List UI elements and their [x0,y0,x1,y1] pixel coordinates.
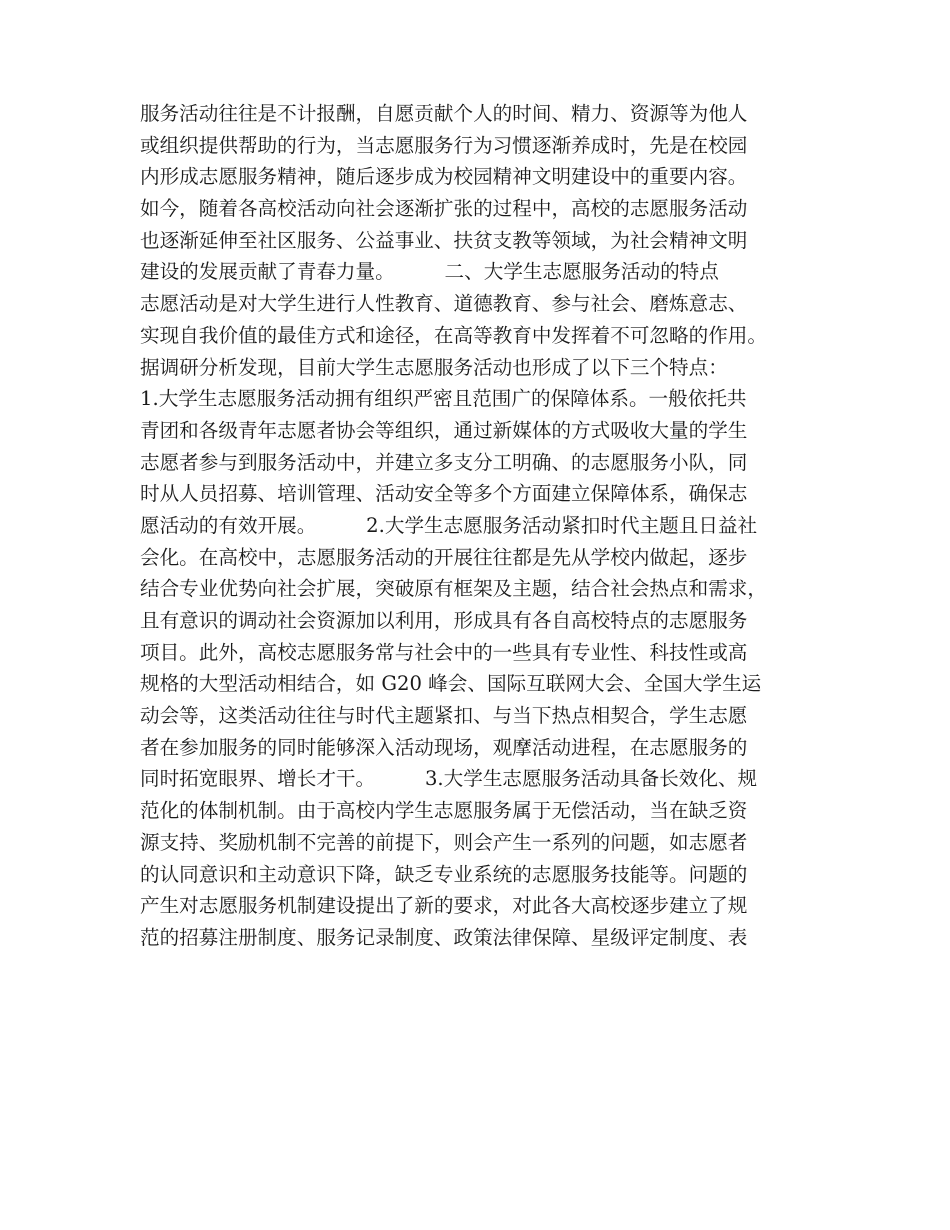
text-line: 据调研分析发现，目前大学生志愿服务活动也形成了以下三个特点： [140,355,728,379]
text-line: 者在参加服务的同时能够深入活动现场，观摩活动进程，在志愿服务的 [140,735,748,759]
text-line: 愿活动的有效开展。 2.大学生志愿服务活动紧扣时代主题且日益社 [140,513,758,537]
text-line: 产生对志愿服务机制建设提出了新的要求，对此各大高校逐步建立了规 [140,894,748,918]
text-line: 青团和各级青年志愿者协会等组织，通过新媒体的方式吸收大量的学生 [140,418,748,442]
text-line: 范化的体制机制。由于高校内学生志愿服务属于无偿活动，当在缺乏资 [140,799,748,823]
text-line: 源支持、奖励机制不完善的前提下，则会产生一系列的问题，如志愿者 [140,830,748,854]
text-line: 动会等，这类活动往往与时代主题紧扣、与当下热点相契合，学生志愿 [140,704,748,728]
text-line: 实现自我价值的最佳方式和途径，在高等教育中发挥着不可忽略的作用。 [140,323,767,347]
body-text [140,98,840,954]
text-line: 结合专业优势向社会扩展，突破原有框架及主题，结合社会热点和需求， [140,577,767,601]
text-line: 内形成志愿服务精神，随后逐步成为校园精神文明建设中的重要内容。 [140,165,748,189]
text-line: 且有意识的调动社会资源加以利用，形成具有各自高校特点的志愿服务 [140,609,748,632]
text-line: 也逐渐延伸至社区服务、公益事业、扶贫支教等领域，为社会精神文明 [140,228,748,252]
text-line: 志愿者参与到服务活动中，并建立多支分工明确、的志愿服务小队，同 [140,450,748,474]
text-line: 建设的发展贡献了青春力量。 二、大学生志愿服务活动的特点 [140,260,719,284]
text-line: 时从人员招募、培训管理、活动安全等多个方面建立保障体系，确保志 [140,482,748,506]
text-line: 的认同意识和主动意识下降，缺乏专业系统的志愿服务技能等。问题的 [140,862,748,886]
text-line: 如今，随着各高校活动向社会逐渐扩张的过程中，高校的志愿服务活动 [140,197,748,221]
text-line: 范的招募注册制度、服务记录制度、政策法律保障、星级评定制度、表 [140,925,748,949]
text-line: 或组织提供帮助的行为，当志愿服务行为习惯逐渐养成时，先是在校园 [140,133,748,157]
text-line: 会化。在高校中，志愿服务活动的开展往往都是先从学校内做起，逐步 [140,545,748,569]
text-line: 服务活动往往是不计报酬，自愿贡献个人的时间、精力、资源等为他人 [140,102,748,125]
text-line: 规格的大型活动相结合，如 G20 峰会、国际互联网大会、全国大学生运 [140,672,762,696]
text-line: 志愿活动是对大学生进行人性教育、道德教育、参与社会、磨炼意志、 [140,292,748,316]
text-line: 同时拓宽眼界、增长才干。 3.大学生志愿服务活动具备长效化、规 [140,767,758,791]
text-line: 1.大学生志愿服务活动拥有组织严密且范围广的保障体系。一般依托共 [140,387,747,411]
text-line: 项目。此外，高校志愿服务常与社会中的一些具有专业性、科技性或高 [140,640,748,664]
